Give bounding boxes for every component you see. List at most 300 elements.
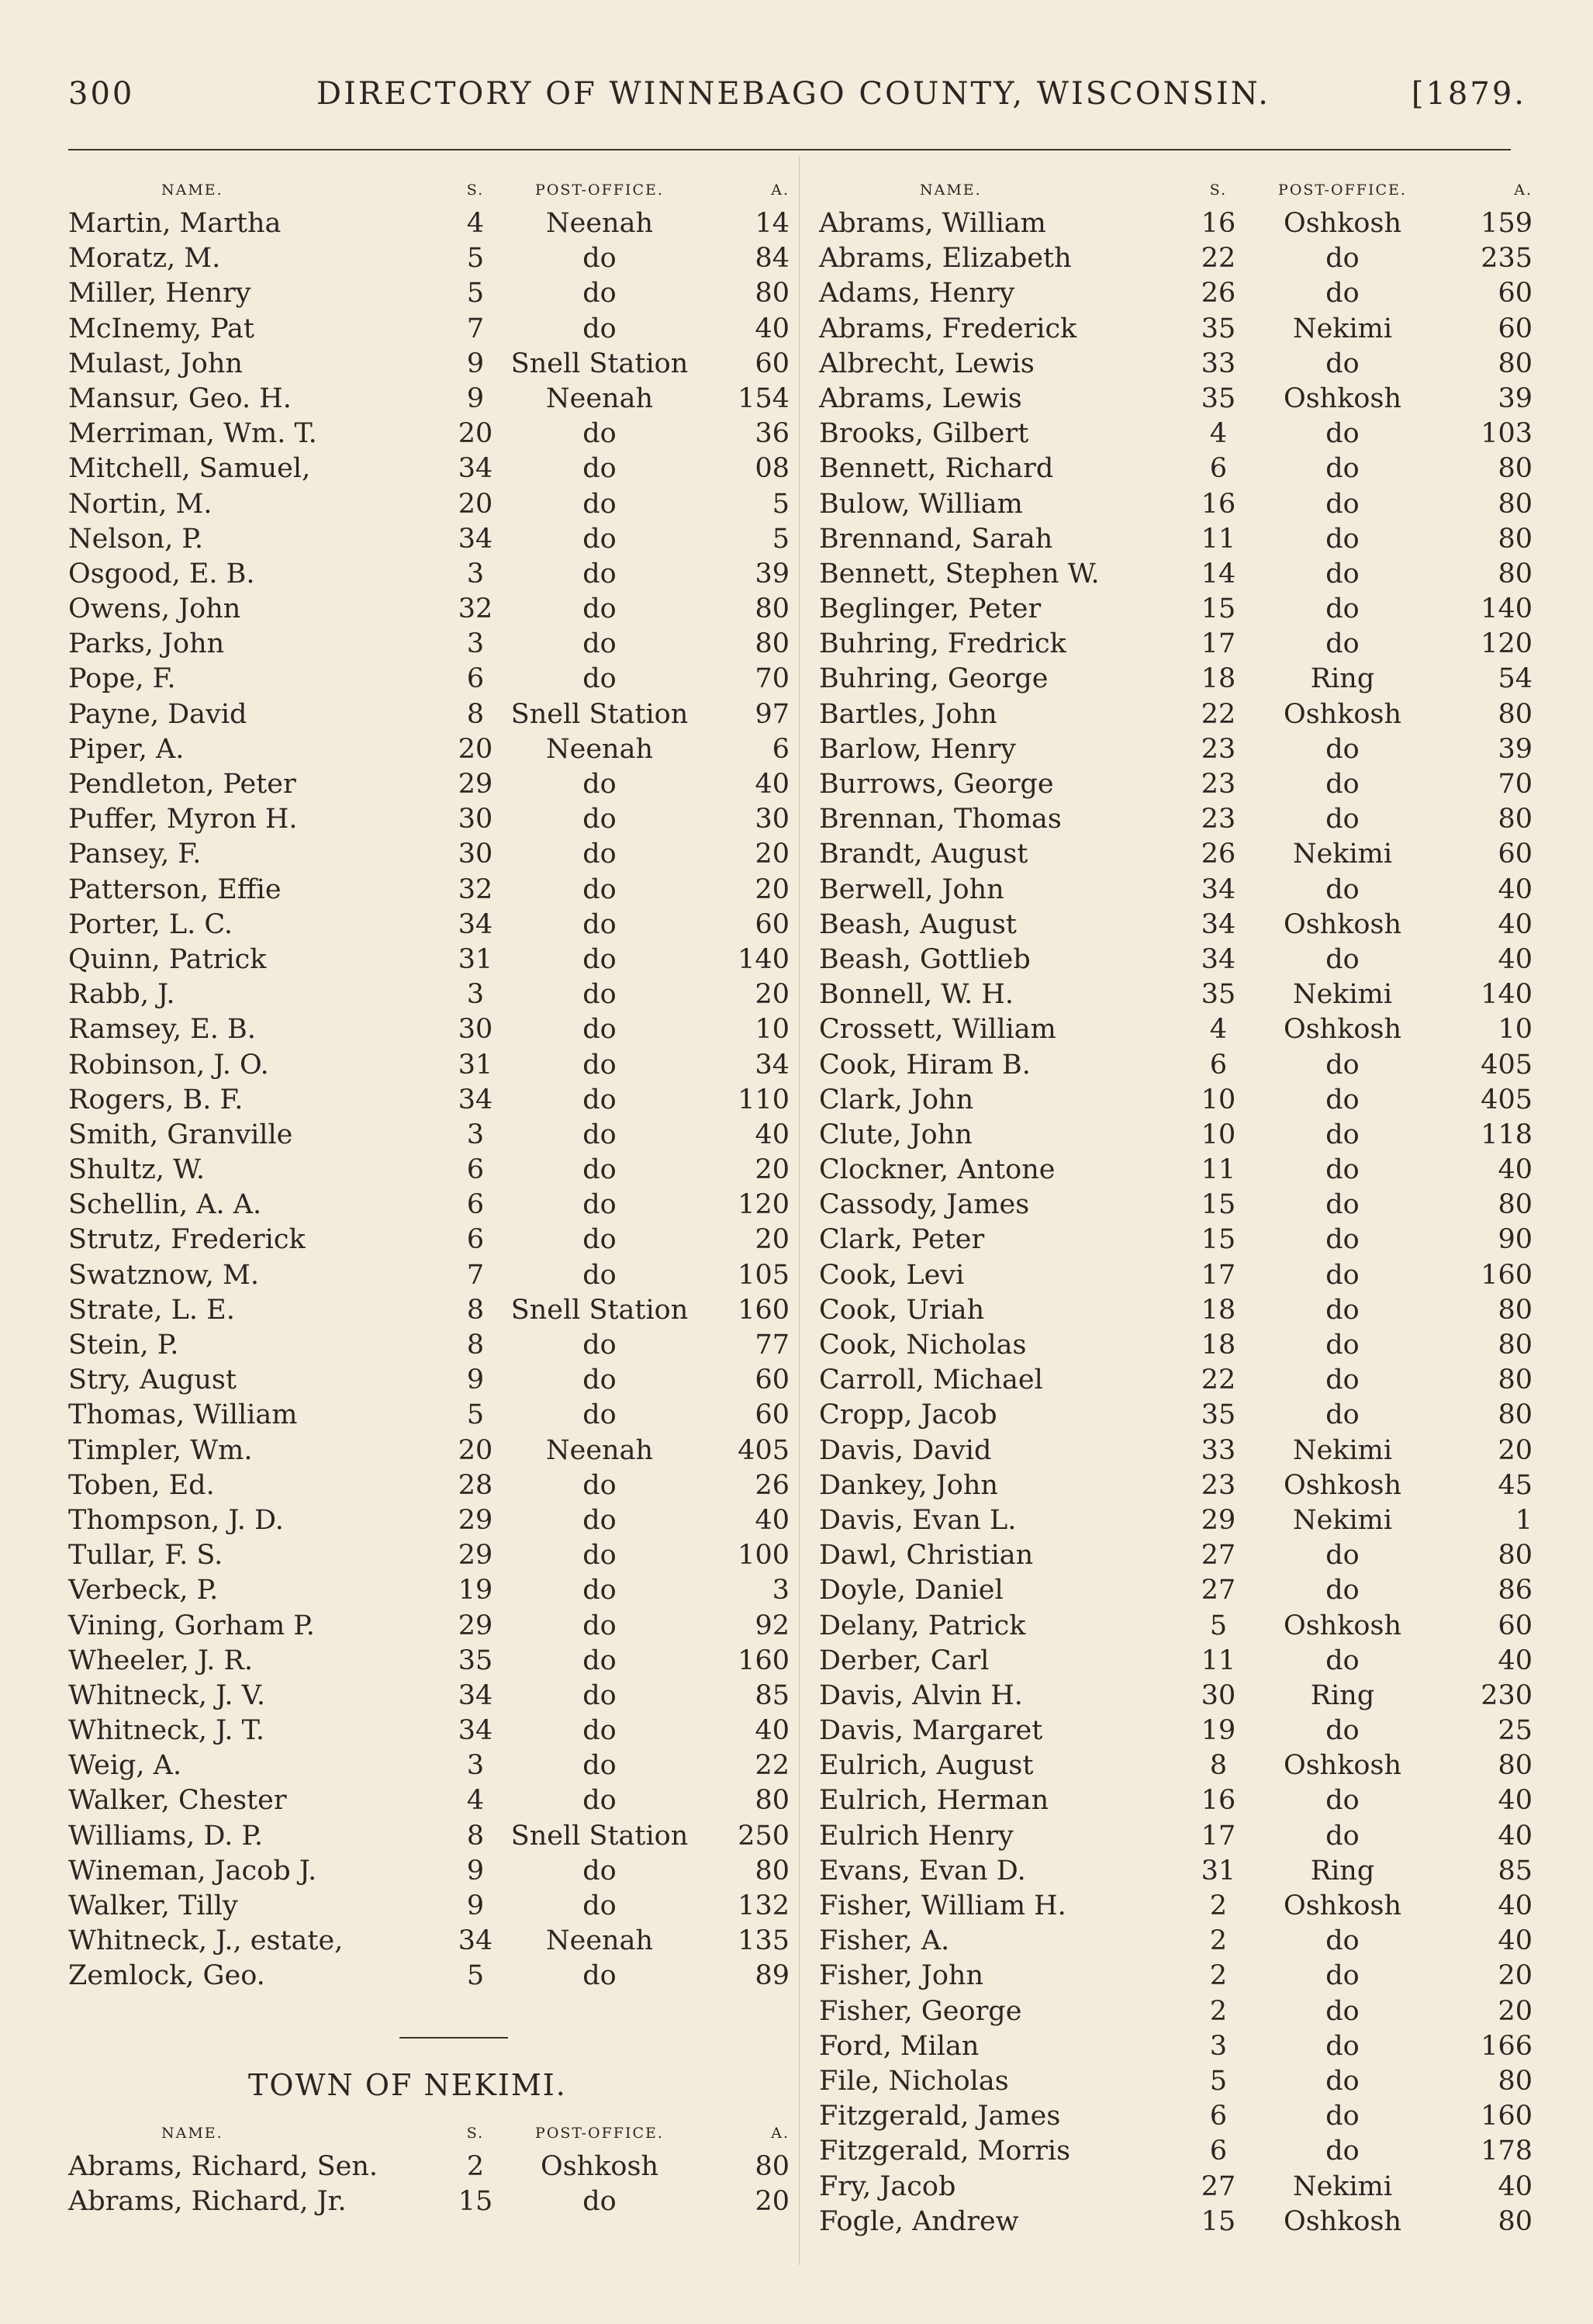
section-number: 23 — [1201, 733, 1236, 765]
table-row — [68, 1293, 790, 1328]
post-office: do — [1325, 1084, 1360, 1115]
acreage: 70 — [755, 663, 790, 695]
section-number: 34 — [458, 453, 493, 485]
table-row — [68, 662, 790, 697]
post-office: do — [582, 663, 617, 695]
post-office: do — [582, 1504, 617, 1536]
acreage: 80 — [1498, 2205, 1533, 2237]
table-row — [68, 1118, 790, 1153]
resident-name: Evans, Evan D. — [819, 1855, 1026, 1887]
post-office: do — [582, 1189, 617, 1221]
post-office: do — [1325, 628, 1360, 660]
section-number: 16 — [1201, 488, 1236, 520]
post-office: do — [582, 1785, 617, 1817]
acreage: 160 — [1481, 2101, 1533, 2132]
table-row — [68, 1433, 790, 1468]
section-number: 34 — [458, 908, 493, 940]
resident-name: Osgood, E. B. — [68, 558, 255, 590]
post-office: do — [582, 1855, 617, 1887]
acreage: 92 — [755, 1610, 790, 1641]
section-number: 15 — [1201, 1224, 1236, 1256]
table-row — [68, 382, 790, 417]
post-office: Oshkosh — [1284, 1610, 1401, 1641]
resident-name: Davis, Margaret — [819, 1715, 1043, 1747]
resident-name: Zemlock, Geo. — [68, 1960, 265, 1992]
resident-name: Brennan, Thomas — [819, 804, 1062, 835]
section-number: 32 — [458, 593, 493, 625]
acreage: 30 — [755, 804, 790, 835]
table-row — [68, 908, 790, 942]
header-post-office: POST-OFFICE. — [535, 182, 664, 199]
acreage: 5 — [772, 523, 790, 555]
section-number: 22 — [1201, 698, 1236, 730]
acreage: 10 — [1498, 1014, 1533, 1046]
acreage: 166 — [1481, 2030, 1533, 2062]
post-office: do — [582, 1715, 617, 1747]
section-number: 35 — [458, 1644, 493, 1676]
header-s: S. — [1209, 182, 1228, 199]
acreage: 40 — [1498, 908, 1533, 940]
resident-name: Martin, Martha — [68, 208, 282, 239]
resident-name: Bennett, Richard — [819, 453, 1054, 485]
post-office: Oshkosh — [1284, 2205, 1401, 2237]
resident-name: Pansey, F. — [68, 839, 202, 870]
acreage: 80 — [755, 1785, 790, 1817]
resident-name: Moratz, M. — [68, 243, 221, 275]
table-row — [68, 1748, 790, 1783]
section-number: 32 — [458, 873, 493, 905]
acreage: 40 — [1498, 1890, 1533, 1921]
table-row — [819, 312, 1533, 347]
resident-name: Fisher, George — [819, 1995, 1022, 2027]
section-number: 15 — [458, 2186, 493, 2218]
resident-name: Berwell, John — [819, 873, 1004, 905]
section-number: 10 — [1201, 1084, 1236, 1115]
resident-name: Cropp, Jacob — [819, 1399, 997, 1431]
acreage: 80 — [1498, 1294, 1533, 1326]
post-office: do — [582, 804, 617, 835]
resident-name: Ford, Milan — [819, 2030, 980, 2062]
section-number: 11 — [1201, 523, 1236, 555]
post-office: Oshkosh — [1284, 698, 1401, 730]
left-table-body — [68, 206, 790, 1994]
table-row — [68, 1573, 790, 1608]
acreage: 77 — [755, 1330, 790, 1361]
table-row — [819, 767, 1533, 802]
section-number: 15 — [1201, 2205, 1236, 2237]
resident-name: Beash, August — [819, 908, 1017, 940]
acreage: 40 — [755, 1504, 790, 1536]
section-number: 26 — [1201, 839, 1236, 870]
resident-name: Stry, August — [68, 1364, 237, 1396]
acreage: 45 — [1498, 1469, 1533, 1501]
table-row — [68, 347, 790, 382]
acreage: 140 — [1481, 593, 1533, 625]
acreage: 20 — [1498, 1960, 1533, 1992]
section-number: 29 — [458, 1610, 493, 1641]
section-number: 5 — [1209, 1610, 1228, 1641]
post-office: do — [1325, 2136, 1360, 2167]
acreage: 40 — [1498, 1820, 1533, 1852]
section-number: 3 — [466, 628, 485, 660]
resident-name: Abrams, William — [819, 208, 1046, 239]
resident-name: Owens, John — [68, 593, 241, 625]
table-row — [68, 276, 790, 311]
section-number: 16 — [1201, 208, 1236, 239]
acreage: 86 — [1498, 1575, 1533, 1606]
table-row — [819, 1012, 1533, 1047]
post-office: do — [1325, 1995, 1360, 2027]
post-office: Snell Station — [510, 1294, 689, 1326]
post-office: Ring — [1310, 1855, 1375, 1887]
table-row — [68, 451, 790, 486]
post-office: do — [582, 1330, 617, 1361]
post-office: Oshkosh — [1284, 1014, 1401, 1046]
table-row — [819, 1924, 1533, 1959]
table-row — [819, 1679, 1533, 1714]
acreage: 85 — [755, 1679, 790, 1711]
section-rule — [399, 2037, 508, 2039]
page-number: 300 — [68, 76, 135, 112]
post-office: do — [1325, 769, 1360, 800]
post-office: do — [1325, 1294, 1360, 1326]
post-office: do — [1325, 2101, 1360, 2132]
section-number: 4 — [1209, 418, 1228, 450]
post-office: do — [582, 943, 617, 975]
post-office: do — [1325, 1049, 1360, 1081]
header-name: NAME. — [161, 2125, 223, 2142]
section-number: 31 — [458, 943, 493, 975]
acreage: 103 — [1481, 418, 1533, 450]
post-office: do — [582, 1644, 617, 1676]
header-post-office: POST-OFFICE. — [535, 2125, 664, 2142]
acreage: 60 — [1498, 278, 1533, 310]
table-row — [819, 1118, 1533, 1153]
post-office: do — [582, 593, 617, 625]
resident-name: Dankey, John — [819, 1469, 998, 1501]
section-number: 34 — [1201, 908, 1236, 940]
table-row — [819, 1433, 1533, 1468]
post-office: do — [582, 979, 617, 1011]
header-post-office: POST-OFFICE. — [1278, 182, 1407, 199]
acreage: 39 — [1498, 733, 1533, 765]
section-number: 5 — [466, 278, 485, 310]
table-row — [68, 1679, 790, 1714]
post-office: do — [582, 313, 617, 344]
section-number: 9 — [466, 348, 485, 379]
table-row — [819, 1644, 1533, 1679]
section-number: 35 — [1201, 313, 1236, 344]
section-number: 17 — [1201, 1820, 1236, 1852]
resident-name: Fogle, Andrew — [819, 2205, 1019, 2237]
table-row — [819, 732, 1533, 767]
acreage: 405 — [1481, 1084, 1533, 1115]
resident-name: Bartles, John — [819, 698, 997, 730]
table-row — [819, 1783, 1533, 1818]
acreage: 80 — [1498, 698, 1533, 730]
resident-name: Mitchell, Samuel, — [68, 453, 311, 485]
section-number: 29 — [458, 1540, 493, 1572]
resident-name: Clark, John — [819, 1084, 974, 1115]
post-office: do — [1325, 1715, 1360, 1747]
section-number: 30 — [458, 1014, 493, 1046]
section-number: 27 — [1201, 1575, 1236, 1606]
table-row — [819, 977, 1533, 1012]
post-office: do — [1325, 1330, 1360, 1361]
post-office: do — [582, 278, 617, 310]
acreage: 80 — [755, 593, 790, 625]
section-number: 34 — [1201, 943, 1236, 975]
post-office: do — [1325, 1925, 1360, 1957]
section-number: 27 — [1201, 1540, 1236, 1572]
table-row — [819, 1854, 1533, 1889]
post-office: Oshkosh — [1284, 208, 1401, 239]
post-office: do — [582, 1014, 617, 1046]
post-office: do — [1325, 733, 1360, 765]
resident-name: Burrows, George — [819, 769, 1054, 800]
acreage: 08 — [755, 453, 790, 485]
table-row — [819, 522, 1533, 557]
resident-name: Clockner, Antone — [819, 1154, 1056, 1186]
header-a: A. — [1514, 182, 1533, 199]
resident-name: Vining, Gorham P. — [68, 1610, 315, 1641]
table-row — [819, 873, 1533, 908]
header-s: S. — [466, 2125, 485, 2142]
post-office: do — [582, 1154, 617, 1186]
acreage: 80 — [1498, 1750, 1533, 1782]
table-row — [819, 1188, 1533, 1223]
post-office: do — [1325, 1575, 1360, 1606]
resident-name: Payne, David — [68, 698, 247, 730]
header-rule — [68, 149, 1511, 150]
section-number: 3 — [466, 979, 485, 1011]
acreage: 20 — [755, 873, 790, 905]
header-name: NAME. — [920, 182, 982, 199]
section-number: 6 — [1209, 2101, 1228, 2132]
acreage: 60 — [1498, 1610, 1533, 1641]
resident-name: Davis, David — [819, 1434, 992, 1466]
section-number: 30 — [458, 839, 493, 870]
section-number: 8 — [466, 1330, 485, 1361]
table-row — [68, 1258, 790, 1293]
resident-name: Davis, Evan L. — [819, 1504, 1017, 1536]
table-row — [819, 1398, 1533, 1433]
section-number: 15 — [1201, 593, 1236, 625]
section-number: 2 — [1209, 1960, 1228, 1992]
section-number: 8 — [1209, 1750, 1228, 1782]
post-office: do — [582, 243, 617, 275]
resident-name: Abrams, Frederick — [819, 313, 1077, 344]
resident-name: Pendleton, Peter — [68, 769, 296, 800]
post-office: Neenah — [545, 733, 653, 765]
section-number: 34 — [458, 1084, 493, 1115]
resident-name: Brandt, August — [819, 839, 1028, 870]
post-office: do — [1325, 558, 1360, 590]
resident-name: Schellin, A. A. — [68, 1189, 262, 1221]
section-number: 23 — [1201, 1469, 1236, 1501]
resident-name: Cook, Uriah — [819, 1294, 985, 1326]
resident-name: Toben, Ed. — [68, 1469, 215, 1501]
post-office: Snell Station — [510, 348, 689, 379]
table-row — [68, 1083, 790, 1118]
right-column — [819, 175, 1533, 2239]
post-office: Ring — [1310, 663, 1375, 695]
resident-name: Miller, Henry — [68, 278, 251, 310]
table-row — [819, 592, 1533, 627]
table-row — [68, 697, 790, 732]
table-row — [68, 312, 790, 347]
section-number: 33 — [1201, 348, 1236, 379]
table-row — [819, 697, 1533, 732]
resident-name: Eulrich, August — [819, 1750, 1034, 1782]
header-a: A. — [771, 2125, 790, 2142]
table-row — [819, 837, 1533, 872]
post-office: Nekimi — [1292, 1434, 1393, 1466]
post-office: Oshkosh — [1284, 1890, 1401, 1921]
post-office: Neenah — [545, 208, 653, 239]
section-number: 35 — [1201, 1399, 1236, 1431]
post-office: do — [1325, 1154, 1360, 1186]
table-row — [819, 1748, 1533, 1783]
resident-name: Buhring, George — [819, 663, 1049, 695]
table-row — [68, 732, 790, 767]
resident-name: Abrams, Richard, Sen. — [68, 2151, 378, 2183]
acreage: 135 — [738, 1925, 790, 1957]
resident-name: Walker, Chester — [68, 1785, 287, 1817]
table-row — [68, 1538, 790, 1573]
resident-name: Tullar, F. S. — [68, 1540, 223, 1572]
post-office: do — [1325, 2030, 1360, 2062]
resident-name: Bulow, William — [819, 488, 1023, 520]
post-office: do — [1325, 488, 1360, 520]
header-name: NAME. — [161, 182, 223, 199]
resident-name: Fitzgerald, James — [819, 2101, 1061, 2132]
post-office: do — [582, 1084, 617, 1115]
resident-name: Dawl, Christian — [819, 1540, 1034, 1572]
acreage: 40 — [1498, 1644, 1533, 1676]
post-office: do — [1325, 2065, 1360, 2097]
acreage: 60 — [755, 348, 790, 379]
post-office: Nekimi — [1292, 2170, 1393, 2202]
post-office: do — [582, 2186, 617, 2218]
acreage: 105 — [738, 1259, 790, 1291]
section-number: 31 — [1201, 1855, 1236, 1887]
table-row — [68, 1924, 790, 1959]
resident-name: Strate, L. E. — [68, 1294, 235, 1326]
table-row — [68, 2184, 790, 2219]
resident-name: Adams, Henry — [819, 278, 1015, 310]
acreage: 60 — [1498, 839, 1533, 870]
table-row — [819, 557, 1533, 592]
table-row — [819, 1363, 1533, 1398]
post-office: do — [582, 1960, 617, 1992]
table-row — [68, 1854, 790, 1889]
acreage: 80 — [1498, 1330, 1533, 1361]
resident-name: Strutz, Frederick — [68, 1224, 306, 1256]
table-row — [819, 662, 1533, 697]
acreage: 20 — [755, 1224, 790, 1256]
resident-name: Shultz, W. — [68, 1154, 205, 1186]
resident-name: Rogers, B. F. — [68, 1084, 244, 1115]
acreage: 159 — [1481, 208, 1533, 239]
table-row — [819, 417, 1533, 451]
resident-name: Fisher, John — [819, 1960, 984, 1992]
acreage: 20 — [755, 979, 790, 1011]
resident-name: Porter, L. C. — [68, 908, 233, 940]
acreage: 26 — [755, 1469, 790, 1501]
page-title: DIRECTORY OF WINNEBAGO COUNTY, WISCONSIN. — [316, 76, 1270, 112]
acreage: 235 — [1481, 243, 1533, 275]
post-office: Oshkosh — [1284, 1750, 1401, 1782]
post-office: do — [582, 418, 617, 450]
table-row — [68, 1398, 790, 1433]
acreage: 40 — [1498, 1154, 1533, 1186]
resident-name: Fitzgerald, Morris — [819, 2136, 1071, 2167]
table-row — [68, 1714, 790, 1748]
acreage: 40 — [755, 313, 790, 344]
post-office: do — [582, 1679, 617, 1711]
table-row — [68, 1048, 790, 1083]
post-office: do — [1325, 593, 1360, 625]
section-number: 14 — [1201, 558, 1236, 590]
post-office: do — [582, 873, 617, 905]
acreage: 3 — [772, 1575, 790, 1606]
left-column — [68, 175, 790, 1994]
table-row — [819, 1538, 1533, 1573]
post-office: Oshkosh — [1284, 382, 1401, 414]
resident-name: Quinn, Patrick — [68, 943, 267, 975]
section-number: 5 — [466, 1399, 485, 1431]
post-office: do — [1325, 278, 1360, 310]
table-row — [819, 1258, 1533, 1293]
table-row — [819, 382, 1533, 417]
post-office: do — [582, 1049, 617, 1081]
acreage: 80 — [1498, 453, 1533, 485]
table-row — [68, 1819, 790, 1854]
post-office: do — [582, 628, 617, 660]
post-office: do — [1325, 1785, 1360, 1817]
acreage: 40 — [755, 769, 790, 800]
acreage: 40 — [1498, 873, 1533, 905]
post-office: do — [582, 1750, 617, 1782]
post-office: Nekimi — [1292, 979, 1393, 1011]
table-row — [819, 1889, 1533, 1924]
acreage: 154 — [738, 382, 790, 414]
section-number: 3 — [1209, 2030, 1228, 2062]
table-row — [68, 522, 790, 557]
table-row — [68, 1188, 790, 1223]
acreage: 5 — [772, 488, 790, 520]
acreage: 40 — [755, 1119, 790, 1150]
acreage: 89 — [755, 1960, 790, 1992]
table-row — [819, 1083, 1533, 1118]
acreage: 60 — [755, 908, 790, 940]
table-row — [68, 1609, 790, 1644]
nekimi-column-header — [68, 2118, 790, 2149]
header-a: A. — [771, 182, 790, 199]
section-number: 6 — [466, 1154, 485, 1186]
acreage: 160 — [738, 1644, 790, 1676]
section-number: 6 — [1209, 2136, 1228, 2167]
section-number: 8 — [466, 1294, 485, 1326]
post-office: do — [1325, 943, 1360, 975]
header-s: S. — [466, 182, 485, 199]
section-number: 26 — [1201, 278, 1236, 310]
post-office: do — [582, 1469, 617, 1501]
acreage: 110 — [738, 1084, 790, 1115]
acreage: 160 — [738, 1294, 790, 1326]
acreage: 80 — [1498, 1540, 1533, 1572]
